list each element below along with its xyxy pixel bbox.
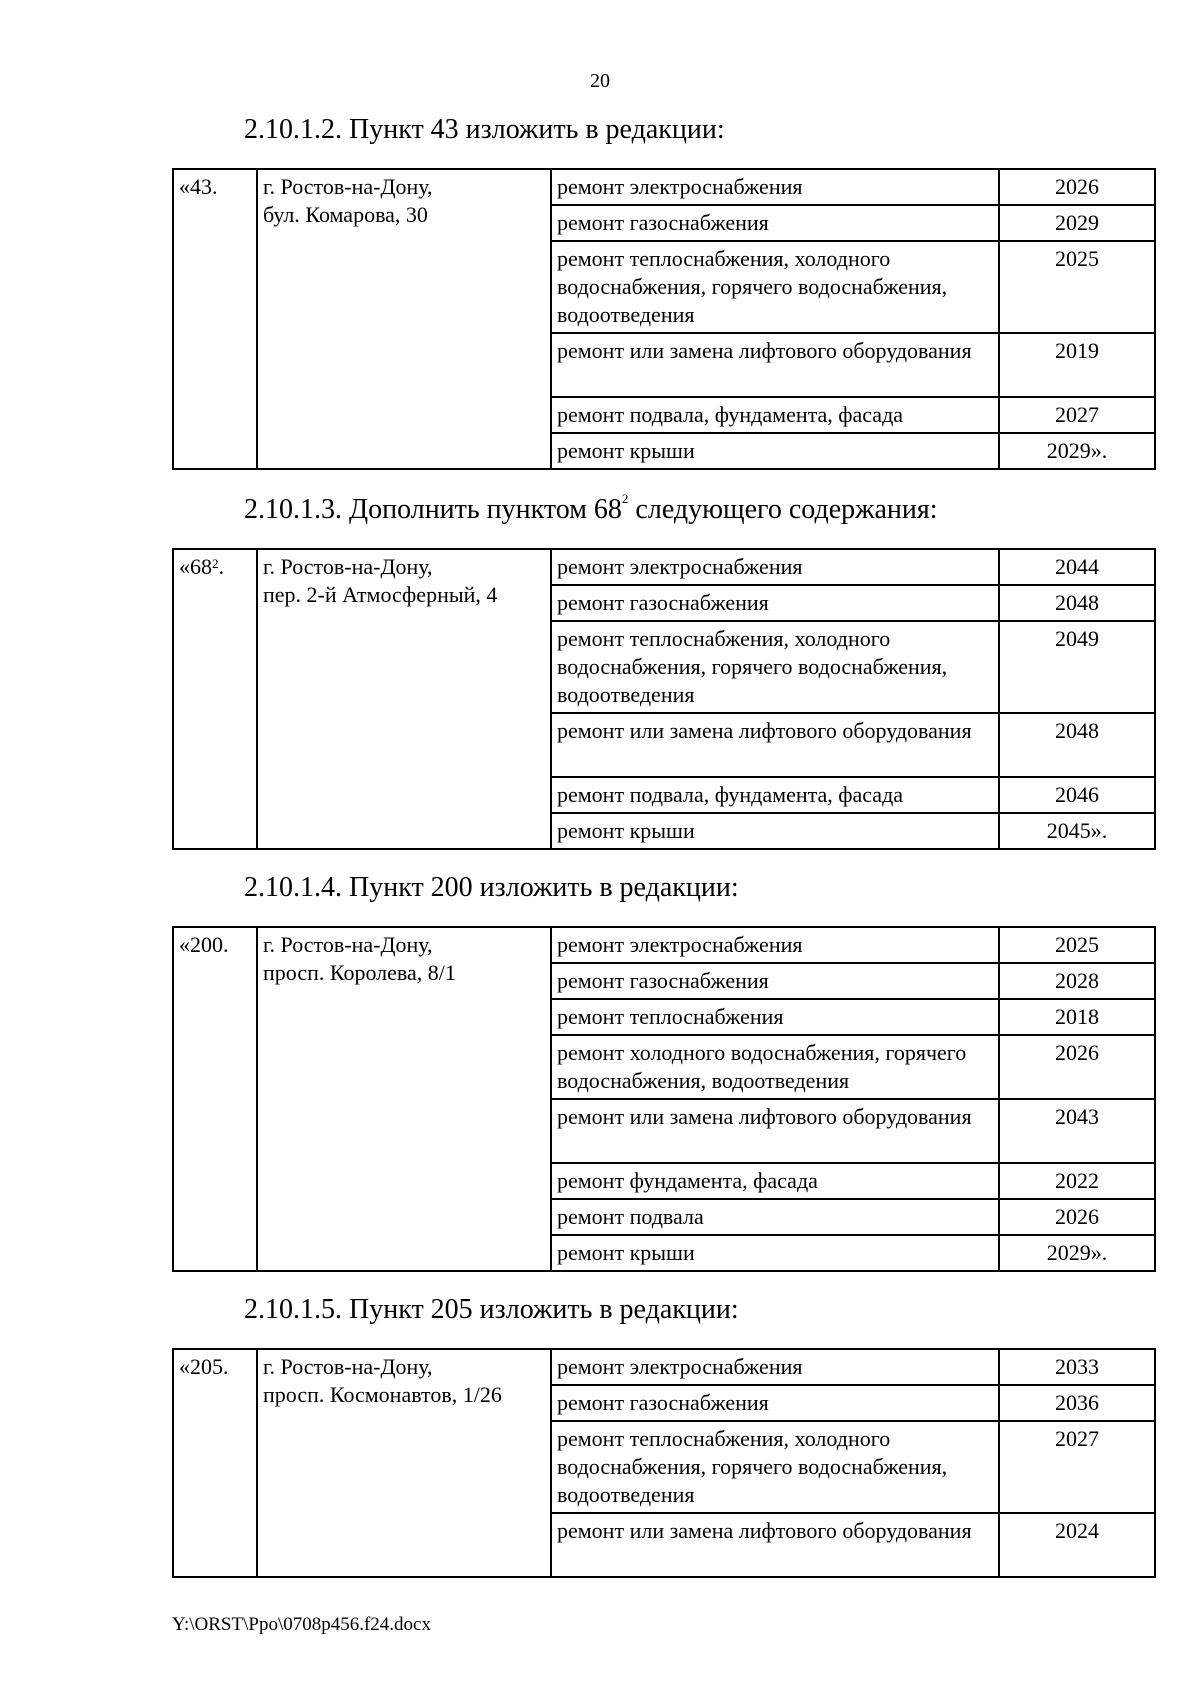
year-cell: 2043 bbox=[999, 1099, 1155, 1163]
address-cell bbox=[257, 927, 551, 1271]
work-type-cell: ремонт теплоснабжения bbox=[551, 999, 999, 1035]
year-cell: 2029». bbox=[999, 433, 1155, 469]
address-cell bbox=[257, 1349, 551, 1577]
year-cell: 2025 bbox=[999, 927, 1155, 963]
year-cell: 2044 bbox=[999, 549, 1155, 585]
work-type-cell: ремонт газоснабжения bbox=[551, 205, 999, 241]
work-type-cell: ремонт крыши bbox=[551, 813, 999, 849]
table-row bbox=[173, 549, 1155, 585]
item-number-superscript: 2 bbox=[212, 556, 219, 571]
work-type-cell: ремонт электроснабжения bbox=[551, 169, 999, 205]
year-cell: 2026 bbox=[999, 169, 1155, 205]
schedule-table bbox=[172, 168, 1156, 470]
page-number: 20 bbox=[590, 70, 610, 92]
work-type-cell: ремонт теплоснабжения, холодного водоснабжения, горячего водоснабжения, водоотведения bbox=[551, 241, 999, 333]
section-heading bbox=[244, 491, 938, 526]
item-number-cell: «43. bbox=[173, 169, 257, 469]
year-cell: 2027 bbox=[999, 397, 1155, 433]
year-cell: 2019 bbox=[999, 333, 1155, 397]
year-cell: 2028 bbox=[999, 963, 1155, 999]
work-type-cell: ремонт фундамента, фасада bbox=[551, 1163, 999, 1199]
year-cell: 2018 bbox=[999, 999, 1155, 1035]
year-cell: 2029 bbox=[999, 205, 1155, 241]
work-type-cell: ремонт теплоснабжения, холодного водоснабжения, горячего водоснабжения, водоотведения bbox=[551, 1421, 999, 1513]
work-type-cell: ремонт холодного водоснабжения, горячего водоснабжения, водоотведения bbox=[551, 1035, 999, 1099]
year-cell: 2033 bbox=[999, 1349, 1155, 1385]
address-city: г. Ростов-на-Дону, bbox=[263, 174, 433, 199]
section-heading-superscript: 2 bbox=[621, 491, 629, 506]
schedule-table bbox=[172, 548, 1156, 850]
work-type-cell: ремонт газоснабжения bbox=[551, 585, 999, 621]
address-city: г. Ростов-на-Дону, bbox=[263, 1354, 433, 1379]
work-type-cell: ремонт или замена лифтового оборудования bbox=[551, 1099, 999, 1163]
year-cell: 2036 bbox=[999, 1385, 1155, 1421]
address-cell bbox=[257, 549, 551, 849]
year-cell: 2045». bbox=[999, 813, 1155, 849]
work-type-cell: ремонт подвала bbox=[551, 1199, 999, 1235]
schedule-table bbox=[172, 1348, 1156, 1578]
address-street: просп. Королева, 8/1 bbox=[263, 960, 456, 985]
work-type-cell: ремонт крыши bbox=[551, 433, 999, 469]
work-type-cell: ремонт или замена лифтового оборудования bbox=[551, 713, 999, 777]
item-number-suffix: . bbox=[218, 554, 224, 579]
work-type-cell: ремонт теплоснабжения, холодного водоснабжения, горячего водоснабжения, водоотведения bbox=[551, 621, 999, 713]
address-cell bbox=[257, 169, 551, 469]
year-cell: 2026 bbox=[999, 1035, 1155, 1099]
address-street: просп. Космонавтов, 1/26 bbox=[263, 1382, 502, 1407]
section-heading-text-end: следующего содержания: bbox=[628, 494, 938, 525]
year-cell: 2049 bbox=[999, 621, 1155, 713]
year-cell: 2025 bbox=[999, 241, 1155, 333]
table-row bbox=[173, 169, 1155, 205]
address-street: пер. 2-й Атмосферный, 4 bbox=[263, 582, 498, 607]
work-type-cell: ремонт электроснабжения bbox=[551, 1349, 999, 1385]
year-cell: 2027 bbox=[999, 1421, 1155, 1513]
year-cell: 2026 bbox=[999, 1199, 1155, 1235]
work-type-cell: ремонт электроснабжения bbox=[551, 549, 999, 585]
address-street: бул. Комарова, 30 bbox=[263, 202, 428, 227]
table-row bbox=[173, 927, 1155, 963]
year-cell: 2046 bbox=[999, 777, 1155, 813]
section-heading-text: 2.10.1.3. Дополнить пунктом 68 bbox=[244, 494, 622, 525]
year-cell: 2048 bbox=[999, 585, 1155, 621]
work-type-cell: ремонт или замена лифтового оборудования bbox=[551, 333, 999, 397]
work-type-cell: ремонт электроснабжения bbox=[551, 927, 999, 963]
work-type-cell: ремонт газоснабжения bbox=[551, 1385, 999, 1421]
item-number-cell: «200. bbox=[173, 927, 257, 1271]
item-number-cell bbox=[173, 549, 257, 849]
section-heading: 2.10.1.4. Пункт 200 изложить в редакции: bbox=[244, 872, 739, 903]
work-type-cell: ремонт крыши bbox=[551, 1235, 999, 1271]
year-cell: 2048 bbox=[999, 713, 1155, 777]
work-type-cell: ремонт газоснабжения bbox=[551, 963, 999, 999]
schedule-table bbox=[172, 926, 1156, 1272]
section-heading: 2.10.1.2. Пункт 43 изложить в редакции: bbox=[244, 114, 725, 145]
item-number-cell: «205. bbox=[173, 1349, 257, 1577]
address-city: г. Ростов-на-Дону, bbox=[263, 932, 433, 957]
year-cell: 2022 bbox=[999, 1163, 1155, 1199]
address-city: г. Ростов-на-Дону, bbox=[263, 554, 433, 579]
year-cell: 2029». bbox=[999, 1235, 1155, 1271]
work-type-cell: ремонт подвала, фундамента, фасада bbox=[551, 777, 999, 813]
work-type-cell: ремонт подвала, фундамента, фасада bbox=[551, 397, 999, 433]
table-row bbox=[173, 1349, 1155, 1385]
work-type-cell: ремонт или замена лифтового оборудования bbox=[551, 1513, 999, 1577]
document-file-path: Y:\ORST\Ppo\0708p456.f24.docx bbox=[172, 1614, 431, 1635]
year-cell: 2024 bbox=[999, 1513, 1155, 1577]
section-heading: 2.10.1.5. Пункт 205 изложить в редакции: bbox=[244, 1294, 739, 1325]
item-number: «68 bbox=[179, 554, 212, 579]
